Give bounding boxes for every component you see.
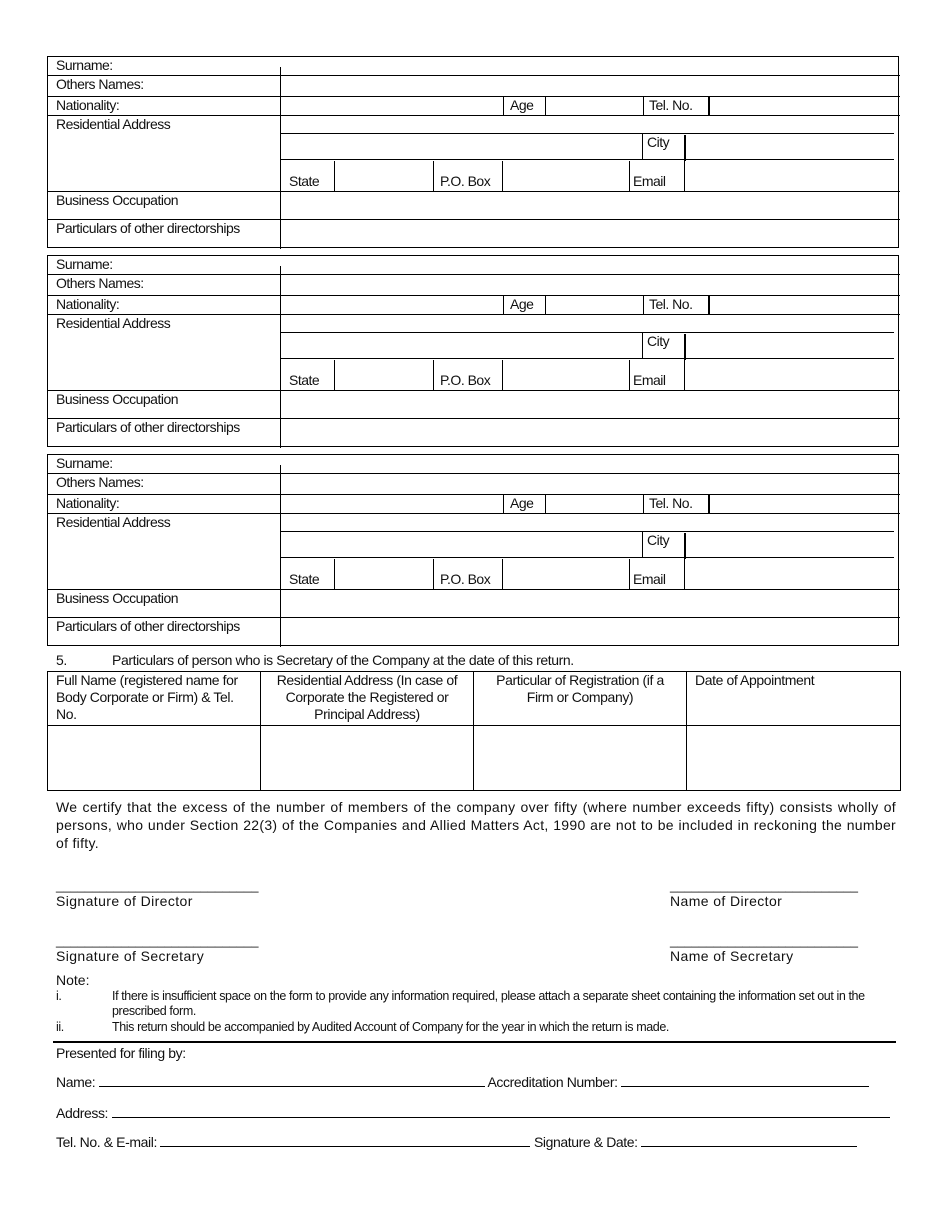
secretary-table [47,671,901,791]
note-heading: Note: [56,972,90,988]
column-divider [643,295,644,314]
certification-text: We certify that the excess of the number of members of the company over fifty (where number exceeds fifty) consists wholly of persons, who under Section 22(3) of the Companies and Allied Matters Act, 1990 are not to be included in reckoning the number of fifty. [56,799,896,851]
column-divider [629,161,630,191]
state-label: State [289,372,320,388]
column-divider [334,559,335,589]
filing-address-row [56,1105,890,1121]
column-divider [502,161,503,191]
nationality-field[interactable] [288,296,498,314]
surname-label: Surname: [56,455,113,471]
director-block [47,255,899,447]
other-names-field[interactable] [288,76,888,95]
signature-of-director-label: Signature of Director [56,893,193,909]
director-block [47,56,899,248]
note-item [56,989,896,1019]
city-field[interactable] [690,532,890,556]
column-divider [433,360,434,390]
po-box-label: P.O. Box [440,571,491,587]
column-divider [643,96,644,115]
other-directorships-field[interactable] [288,220,888,248]
header-registration: Particular of Registration (if a Firm or Company) [474,672,687,726]
row-divider [280,159,894,160]
column-divider [708,96,710,115]
email-field[interactable] [690,361,890,389]
director-block [47,454,899,646]
age-field[interactable] [550,495,638,513]
note-text: If there is insufficient space on the form to provide any information required, please attach a separate sheet containing the information set out in the prescribed form. [112,989,865,1018]
secretary-table-header [48,672,901,726]
tel-no-label: Tel. No. [649,495,693,511]
city-label: City [647,532,670,548]
residential-address-label: Residential Address [56,116,171,132]
other-names-label: Others Names: [56,76,144,92]
city-label: City [647,134,670,150]
column-divider [433,559,434,589]
nationality-label: Nationality: [56,296,120,312]
column-divider [629,360,630,390]
column-divider [684,161,685,191]
accreditation-number-label: Accreditation Number: [487,1074,618,1090]
signature-date-label: Signature & Date: [533,1134,638,1150]
director-name-line[interactable]: __________________________ [670,878,858,893]
column-divider [684,360,685,390]
nationality-label: Nationality: [56,97,120,113]
signature-date-field[interactable] [641,1134,857,1147]
po-box-label: P.O. Box [440,372,491,388]
column-divider [502,559,503,589]
header-full-name: Full Name (registered name for Body Corporate or Firm) & Tel. No. [48,672,261,726]
other-names-field[interactable] [288,474,888,493]
email-label: Email [633,372,666,388]
filing-name-label: Name: [56,1074,96,1090]
section-title-text: Particulars of person who is Secretary of the Company at the date of this return. [112,652,574,668]
column-divider [545,295,546,314]
age-field[interactable] [550,296,638,314]
email-field[interactable] [690,560,890,588]
column-divider [433,161,434,191]
secretary-table-row [48,726,901,791]
state-field[interactable] [340,162,428,190]
filing-name-row [56,1074,869,1090]
email-label: Email [633,173,666,189]
tel-no-label: Tel. No. [649,296,693,312]
filing-tel-row [56,1134,857,1150]
state-field[interactable] [340,361,428,389]
business-occupation-field[interactable] [288,192,888,218]
filing-address-label: Address: [56,1105,109,1121]
email-label: Email [633,571,666,587]
other-directorships-label: Particulars of other directorships [56,618,240,634]
column-divider [545,96,546,115]
business-occupation-label: Business Occupation [56,192,179,208]
cell-full-name[interactable] [48,726,261,791]
surname-field[interactable] [288,455,888,473]
column-divider [708,295,710,314]
column-divider [503,494,504,513]
business-occupation-label: Business Occupation [56,391,179,407]
section-divider [53,1041,896,1043]
po-box-field[interactable] [508,560,624,588]
note-text: This return should be accompanied by Audited Account of Company for the year in which the return is made. [112,1020,669,1034]
signature-of-secretary-label: Signature of Secretary [56,948,205,964]
business-occupation-field[interactable] [288,590,888,616]
column-divider [503,96,504,115]
nationality-label: Nationality: [56,495,120,511]
row-divider [280,358,894,359]
state-label: State [289,571,320,587]
po-box-field[interactable] [508,162,624,190]
age-label: Age [510,495,534,511]
column-divider [643,494,644,513]
cell-date-of-appointment[interactable] [687,726,901,791]
business-occupation-label: Business Occupation [56,590,179,606]
city-label: City [647,333,670,349]
po-box-label: P.O. Box [440,173,491,189]
column-divider [280,67,281,249]
state-label: State [289,173,320,189]
surname-label: Surname: [56,57,113,73]
cell-residential-address[interactable] [261,726,474,791]
other-directorships-label: Particulars of other directorships [56,220,240,236]
tel-no-label: Tel. No. [649,97,693,113]
filing-tel-email-label: Tel. No. & E-mail: [56,1134,157,1150]
age-label: Age [510,296,534,312]
column-divider [334,161,335,191]
column-divider [684,559,685,589]
row-divider [280,557,894,558]
secretary-signature-line[interactable]: ____________________________ [56,933,259,948]
filing-tel-email-field[interactable] [160,1134,530,1147]
note-number: i. [56,989,62,1003]
surname-field[interactable] [288,57,888,75]
age-field[interactable] [550,97,638,115]
cell-registration[interactable] [474,726,687,791]
residential-address-label: Residential Address [56,315,171,331]
column-divider [545,494,546,513]
other-directorships-field[interactable] [288,618,888,646]
tel-no-field[interactable] [714,495,894,513]
director-signature-line[interactable]: ____________________________ [56,878,259,893]
nationality-field[interactable] [288,97,498,115]
surname-field[interactable] [288,256,888,274]
filing-address-field[interactable] [112,1105,890,1118]
state-field[interactable] [340,560,428,588]
column-divider [334,360,335,390]
name-of-secretary-label: Name of Secretary [670,948,794,964]
accreditation-number-field[interactable] [621,1074,869,1087]
note-item [56,1020,896,1035]
city-field[interactable] [690,134,890,158]
column-divider [280,266,281,448]
other-names-label: Others Names: [56,474,144,490]
column-divider [629,559,630,589]
po-box-field[interactable] [508,361,624,389]
secretary-name-line[interactable]: __________________________ [670,933,858,948]
nationality-field[interactable] [288,495,498,513]
secretary-section-title [56,652,574,668]
section-number: 5. [56,652,67,668]
filing-name-field[interactable] [99,1074,485,1087]
column-divider [280,465,281,647]
business-occupation-field[interactable] [288,391,888,417]
age-label: Age [510,97,534,113]
city-field[interactable] [690,333,890,357]
presented-for-filing-label: Presented for filing by: [56,1045,186,1061]
header-date-of-appointment: Date of Appointment [687,672,901,726]
name-of-director-label: Name of Director [670,893,783,909]
other-names-field[interactable] [288,275,888,294]
other-directorships-label: Particulars of other directorships [56,419,240,435]
email-field[interactable] [690,162,890,190]
column-divider [502,360,503,390]
other-names-label: Others Names: [56,275,144,291]
column-divider [503,295,504,314]
note-number: ii. [56,1020,64,1034]
surname-label: Surname: [56,256,113,272]
tel-no-field[interactable] [714,97,894,115]
other-directorships-field[interactable] [288,419,888,447]
tel-no-field[interactable] [714,296,894,314]
column-divider [708,494,710,513]
header-residential-address: Residential Address (In case of Corporate the Registered or Principal Address) [261,672,474,726]
residential-address-label: Residential Address [56,514,171,530]
